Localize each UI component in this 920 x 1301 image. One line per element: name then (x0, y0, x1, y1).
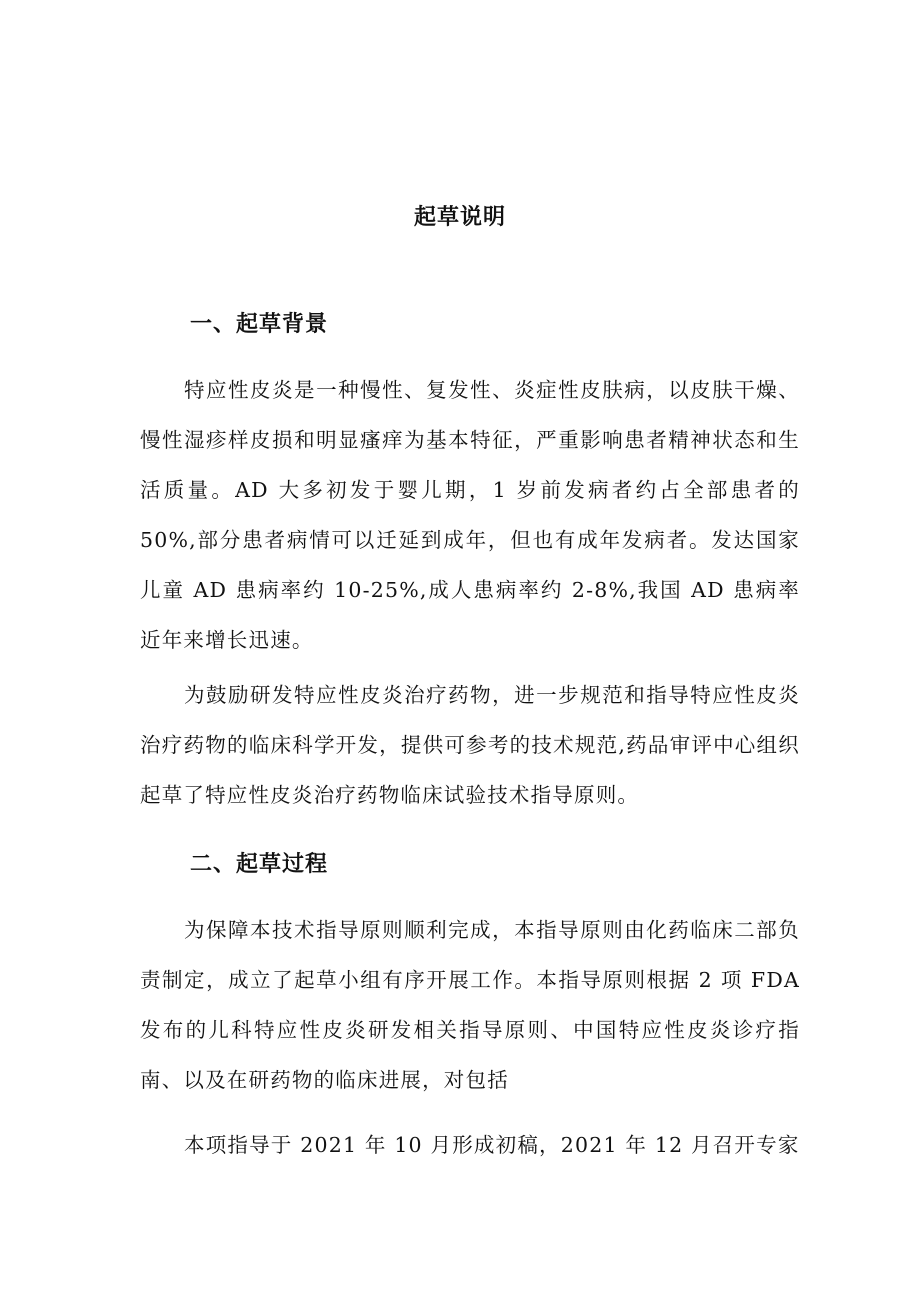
paragraph-background-2: 为鼓励研发特应性皮炎治疗药物，进一步规范和指导特应性皮炎治疗药物的临床科学开发，提供可参考的技术规范,药品审评中心组织起草了特应性皮炎治疗药物临床试验技术指导原则。 (140, 683, 800, 807)
section-heading-process: 二、起草过程 (190, 852, 329, 877)
document-title: 起草说明 (413, 205, 506, 230)
paragraph-process-2: 本项指导于 2021 年 10 月形成初稿，2021 年 12 月召开专家 (184, 1133, 800, 1157)
section-heading-background: 一、起草背景 (190, 312, 329, 337)
paragraph-process-1: 为保障本技术指导原则顺利完成，本指导原则由化药临床二部负责制定，成立了起草小组有序开展工作。本指导原则根据 2 项 FDA 发布的儿科特应性皮炎研发相关指导原则、中国特应性皮炎诊疗指南、以及在研药物的临床进展，对包括 (140, 918, 800, 1092)
paragraph-background-1: 特应性皮炎是一种慢性、复发性、炎症性皮肤病，以皮肤干燥、慢性湿疹样皮损和明显瘙痒为基本特征，严重影响患者精神状态和生活质量。AD 大多初发于婴儿期，1 岁前发病者约占全部患者的 50%,部分患者病情可以迁延到成年，但也有成年发病者。发达国家儿童 AD 患病率约 10-25%,成人患病率约 2-8%,我国 AD 患病率近年来增长迅速。 (140, 378, 800, 652)
